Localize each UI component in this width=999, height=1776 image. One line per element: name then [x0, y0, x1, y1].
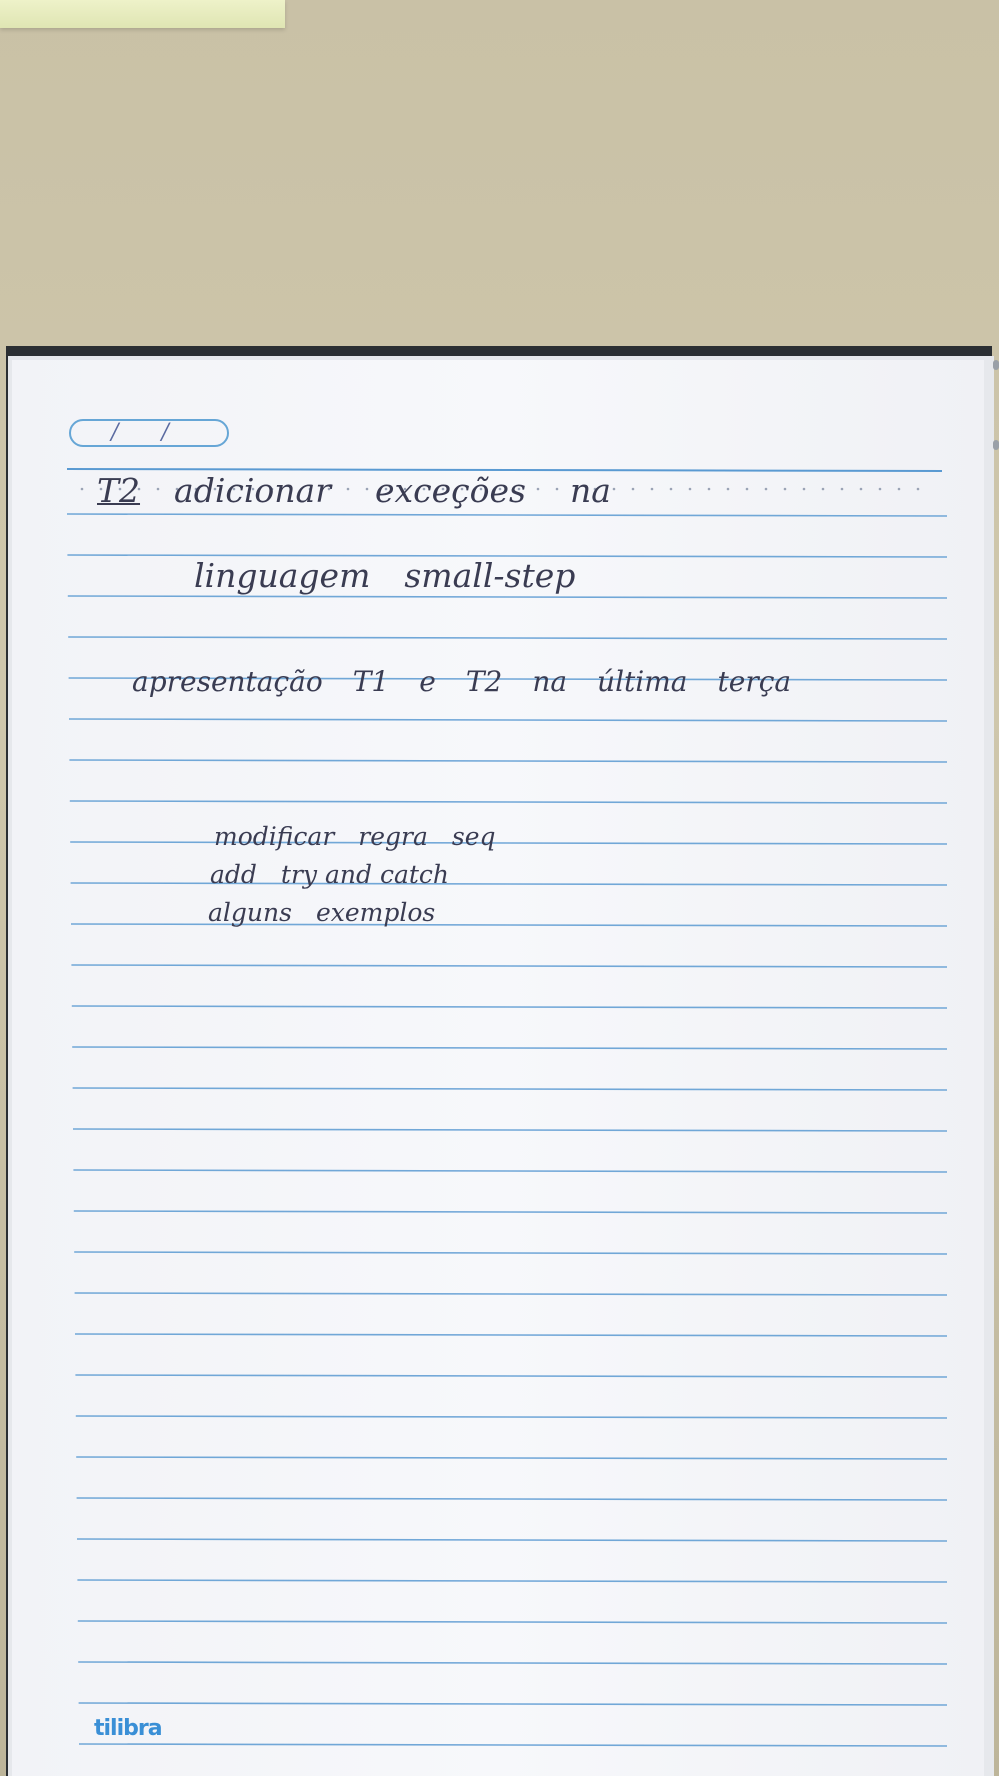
note-line-title [97, 471, 611, 510]
task-label: T2 [97, 471, 141, 510]
note-word: regra [358, 822, 428, 851]
ruled-line [67, 514, 947, 516]
header-dot [917, 488, 920, 491]
ruled-line [68, 596, 947, 598]
note-word: na [532, 665, 568, 698]
header-dot [860, 488, 863, 491]
header-dot [727, 488, 730, 491]
ruled-line [74, 1252, 947, 1254]
note-word: add [210, 860, 257, 889]
ruled-line [77, 1580, 947, 1582]
header-dot [613, 488, 616, 491]
header-dot [746, 488, 749, 491]
header-dot [689, 488, 692, 491]
note-word: exceções [374, 471, 526, 510]
ruled-line [74, 1211, 947, 1213]
header-dot [784, 488, 787, 491]
ruled-line [73, 1170, 947, 1172]
ruled-line [77, 1498, 947, 1500]
ruled-line [71, 924, 947, 926]
header-dot [670, 488, 673, 491]
date-box [69, 419, 229, 447]
ruled-line [79, 1703, 947, 1705]
ruled-line [71, 965, 947, 967]
ruled-line [70, 842, 947, 844]
header-dot [81, 488, 84, 491]
ruled-line [76, 1416, 947, 1418]
note-word: seq [451, 822, 496, 851]
header-dot [879, 488, 882, 491]
ruled-line [73, 1088, 947, 1090]
ruled-line [70, 801, 947, 803]
note-line-title-cont [194, 556, 575, 595]
ruled-line [78, 1621, 947, 1623]
header-dot [898, 488, 901, 491]
note-word: exemplos [315, 898, 436, 927]
ruled-line [68, 637, 947, 639]
ruled-line [73, 1129, 947, 1131]
note-word: e [419, 665, 436, 698]
todo-item [214, 822, 496, 851]
header-dot [651, 488, 654, 491]
ruled-line [71, 883, 947, 885]
brand-logo: tilibra [94, 1716, 162, 1741]
ruled-line [75, 1334, 947, 1336]
note-word: terça [717, 665, 792, 698]
ruled-line [79, 1744, 947, 1746]
todo-item [208, 898, 435, 927]
note-word: linguagem [194, 556, 371, 595]
ruled-line [75, 1375, 947, 1377]
note-word: try and catch [280, 860, 450, 889]
notebook-page [12, 360, 984, 1776]
header-dot [708, 488, 711, 491]
ruled-line [69, 760, 947, 762]
ruled-line [72, 1047, 947, 1049]
binding-ring [993, 440, 999, 450]
note-word: T1 [352, 665, 390, 698]
ruled-line [69, 719, 947, 721]
ruled-line [76, 1457, 947, 1459]
header-dot [765, 488, 768, 491]
date-slashes: / / [111, 420, 187, 445]
binding-ring [993, 360, 999, 370]
note-word: small-step [404, 556, 576, 595]
note-word: T2 [465, 665, 503, 698]
sticky-note [0, 0, 285, 28]
note-word: modificar [214, 822, 335, 851]
header-dot [803, 488, 806, 491]
ruled-line [78, 1662, 947, 1664]
note-line-presentation [132, 665, 791, 698]
ruled-line [77, 1539, 947, 1541]
header-dot [841, 488, 844, 491]
todo-item [210, 860, 449, 889]
header-dot [632, 488, 635, 491]
note-word: adicionar [174, 471, 331, 510]
note-word: última [597, 665, 688, 698]
note-word: alguns [208, 898, 292, 927]
ruled-line [72, 1006, 947, 1008]
ruled-line [75, 1293, 947, 1295]
note-word: na [569, 471, 611, 510]
header-dot [822, 488, 825, 491]
note-word: apresentação [132, 665, 323, 698]
